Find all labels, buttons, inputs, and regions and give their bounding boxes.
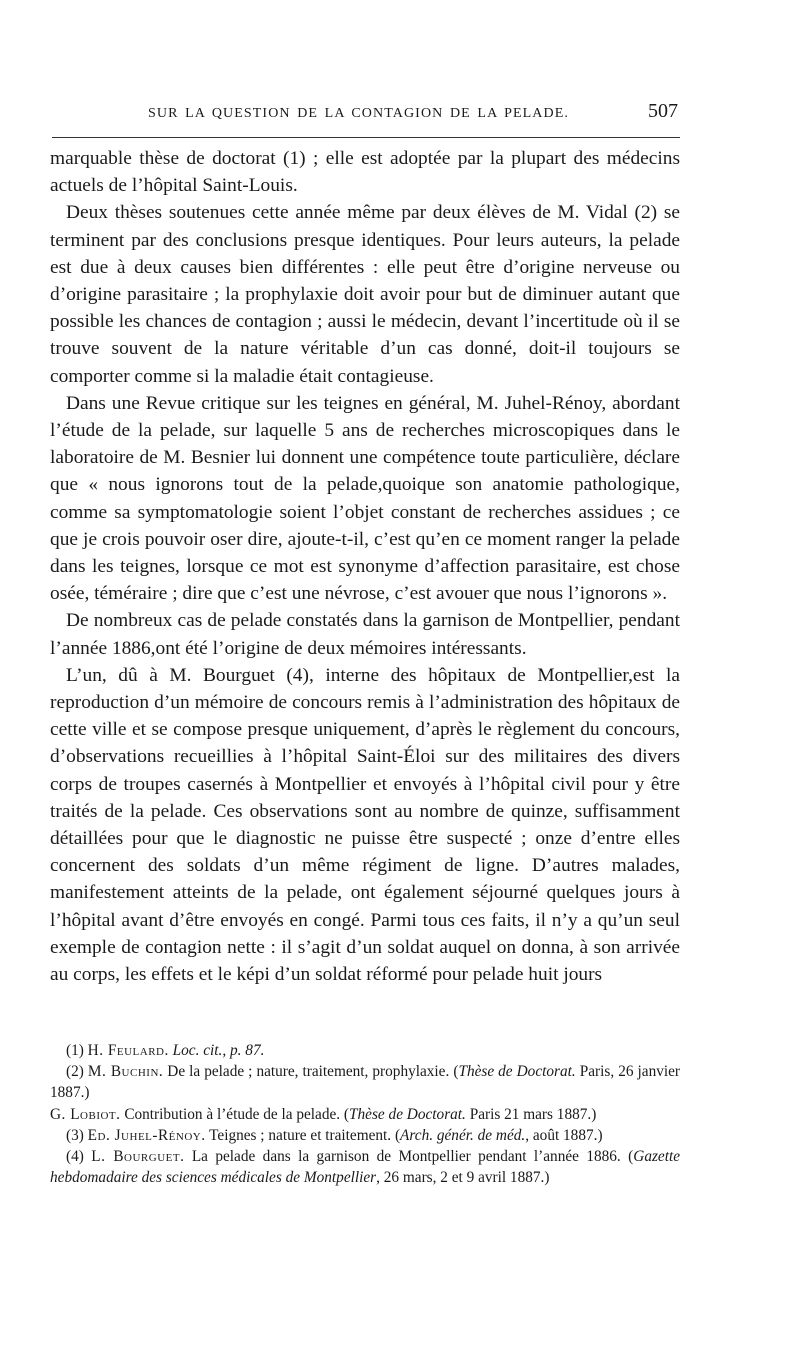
footnote-journal: Gazette hebdomadaire des sciences médicales de Montpellier	[50, 1148, 680, 1187]
footnote-1	[50, 1040, 680, 1061]
footnote-reference: Loc. cit., p. 87.	[172, 1042, 265, 1059]
footnote-journal: Arch. génér. de méd.	[400, 1126, 526, 1144]
footnote-author: G. Lobiot.	[50, 1105, 121, 1123]
footnote-author: L. Bourguet.	[91, 1148, 185, 1166]
page-header	[50, 98, 678, 128]
footnote-text: Teignes ; nature et traitement.	[209, 1126, 392, 1144]
footnote-text: Contribution à l’étude de la pelade.	[124, 1105, 341, 1123]
footnote-date: Paris 21 mars 1887.)	[469, 1105, 597, 1123]
paragraph-3: Dans une Revue critique sur les teignes en général, M. Juhel-Rénoy, abordant l’étude de la pelade, sur laquelle 5 ans de recherches microscopiques dans le laboratoire de M. Besnier lui donnent une compétence toute particulière, déclare que « nous ignorons tout de la pelade,quoique son anatomie pathologique, comme sa symptomatologie soient l’objet constant de recherches assidues ; ce que je crois pouvoir oser dire, ajoute-t-il, c’est qu’en ce moment ranger la pelade dans les teignes, lorsque ce mot est synonyme d’affection parasitaire, est chose osée, téméraire ; dire que c’est une névrose, c’est avouer que nous l’ignorons ».	[50, 392, 680, 605]
paragraph-1: marquable thèse de doctorat (1) ; elle est adoptée par la plupart des médecins actuels de l’hôpital Saint-Louis.	[50, 148, 680, 197]
footnote-2b: G. Lobiot. Contribution à l’étude de la pelade. (Thèse de Doctorat. Paris 21 mars 1887.)	[50, 1105, 597, 1123]
footnote-text: La pelade dans la garnison de Montpellier pendant l’année 1886.	[191, 1148, 621, 1166]
footnote-author: H. Feulard.	[87, 1042, 169, 1059]
paragraph-4: De nombreux cas de pelade constatés dans la garnison de Montpellier, pendant l’année 1886,ont été l’origine de deux mémoires intéressants.	[50, 610, 680, 659]
footnote-date: Paris, 26 janvier 1887.)	[50, 1063, 681, 1102]
footnote-2: (2) M. Buchin. De la pelade ; nature, traitement, prophylaxie. (Thèse de Doctorat. Paris, 26 janvier 1887.)	[50, 1063, 681, 1102]
footnote-text: De la pelade ; nature, traitement, prophylaxie.	[167, 1063, 450, 1081]
footnote-4: (4) L. Bourguet. La pelade dans la garnison de Montpellier pendant l’année 1886. (Gazette hebdomadaire des sciences médicales de Montpellier, 26 mars, 2 et 9 avril 1887.)	[50, 1148, 680, 1187]
footnote-date: août 1887.)	[532, 1126, 603, 1144]
footnote-author: Ed. Juhel-Rénoy.	[87, 1126, 206, 1144]
footnote-marker: (3)	[66, 1126, 84, 1144]
footnote-thesis: Thèse de Doctorat.	[458, 1063, 576, 1081]
footnotes	[50, 1040, 680, 1188]
header-rule	[52, 137, 680, 138]
footnote-marker: (4)	[66, 1148, 84, 1166]
running-title: SUR LA QUESTION DE LA CONTAGION DE LA PELADE.	[148, 106, 569, 121]
footnote-date: 26 mars, 2 et 9 avril 1887.)	[383, 1169, 550, 1187]
footnote-author: M. Buchin.	[87, 1063, 164, 1081]
paragraph-2: Deux thèses soutenues cette année même par deux élèves de M. Vidal (2) se terminent par des conclusions presque identiques. Pour leurs auteurs, la pelade est due à deux causes bien différentes : elle peut être d’origine nerveuse ou d’origine parasitaire ; la prophylaxie doit avoir pour but de diminuer autant que possible les chances de contagion ; aussi le médecin, devant l’incertitude où il se trouve souvent de la nature véritable d’un cas donné, doit-il toujours se comporter comme si la maladie était contagieuse.	[50, 202, 680, 387]
footnote-marker: (1)	[66, 1042, 84, 1059]
paragraph-5: L’un, dû à M. Bourguet (4), interne des hôpitaux de Montpellier,est la reproduction d’un mémoire de concours remis à l’administration des hôpitaux de cette ville et se compose presque uniquement, d’après le règlement du concours, d’observations recueillies à l’hôpital Saint-Éloi sur des militaires des divers corps de troupes casernés à Montpellier et envoyés à l’hôpital civil pour y être traités de la pelade. Ces observations sont au nombre de quinze, suffisamment détaillées pour que le diagnostic ne puisse être suspecté ; onze d’entre elles concernent des soldats d’un même régiment de ligne. D’autres malades, manifestement atteints de la pelade, ont également séjourné quelques jours à l’hôpital avant d’être envoyés en congé. Parmi tous ces faits, il n’y a qu’un seul exemple de contagion nette : il s’agit d’un soldat auquel on donna, à son arrivée au corps, les effets et le képi d’un soldat réformé pour pelade huit jours	[50, 664, 680, 986]
footnote-3: (3) Ed. Juhel-Rénoy. Teignes ; nature et traitement. (Arch. génér. de méd., août 1887.)	[66, 1126, 603, 1144]
footnote-marker: (2)	[66, 1063, 84, 1081]
footnote-thesis: Thèse de Doctorat.	[349, 1105, 466, 1123]
page-number: 507	[648, 100, 678, 122]
main-text	[50, 145, 680, 988]
